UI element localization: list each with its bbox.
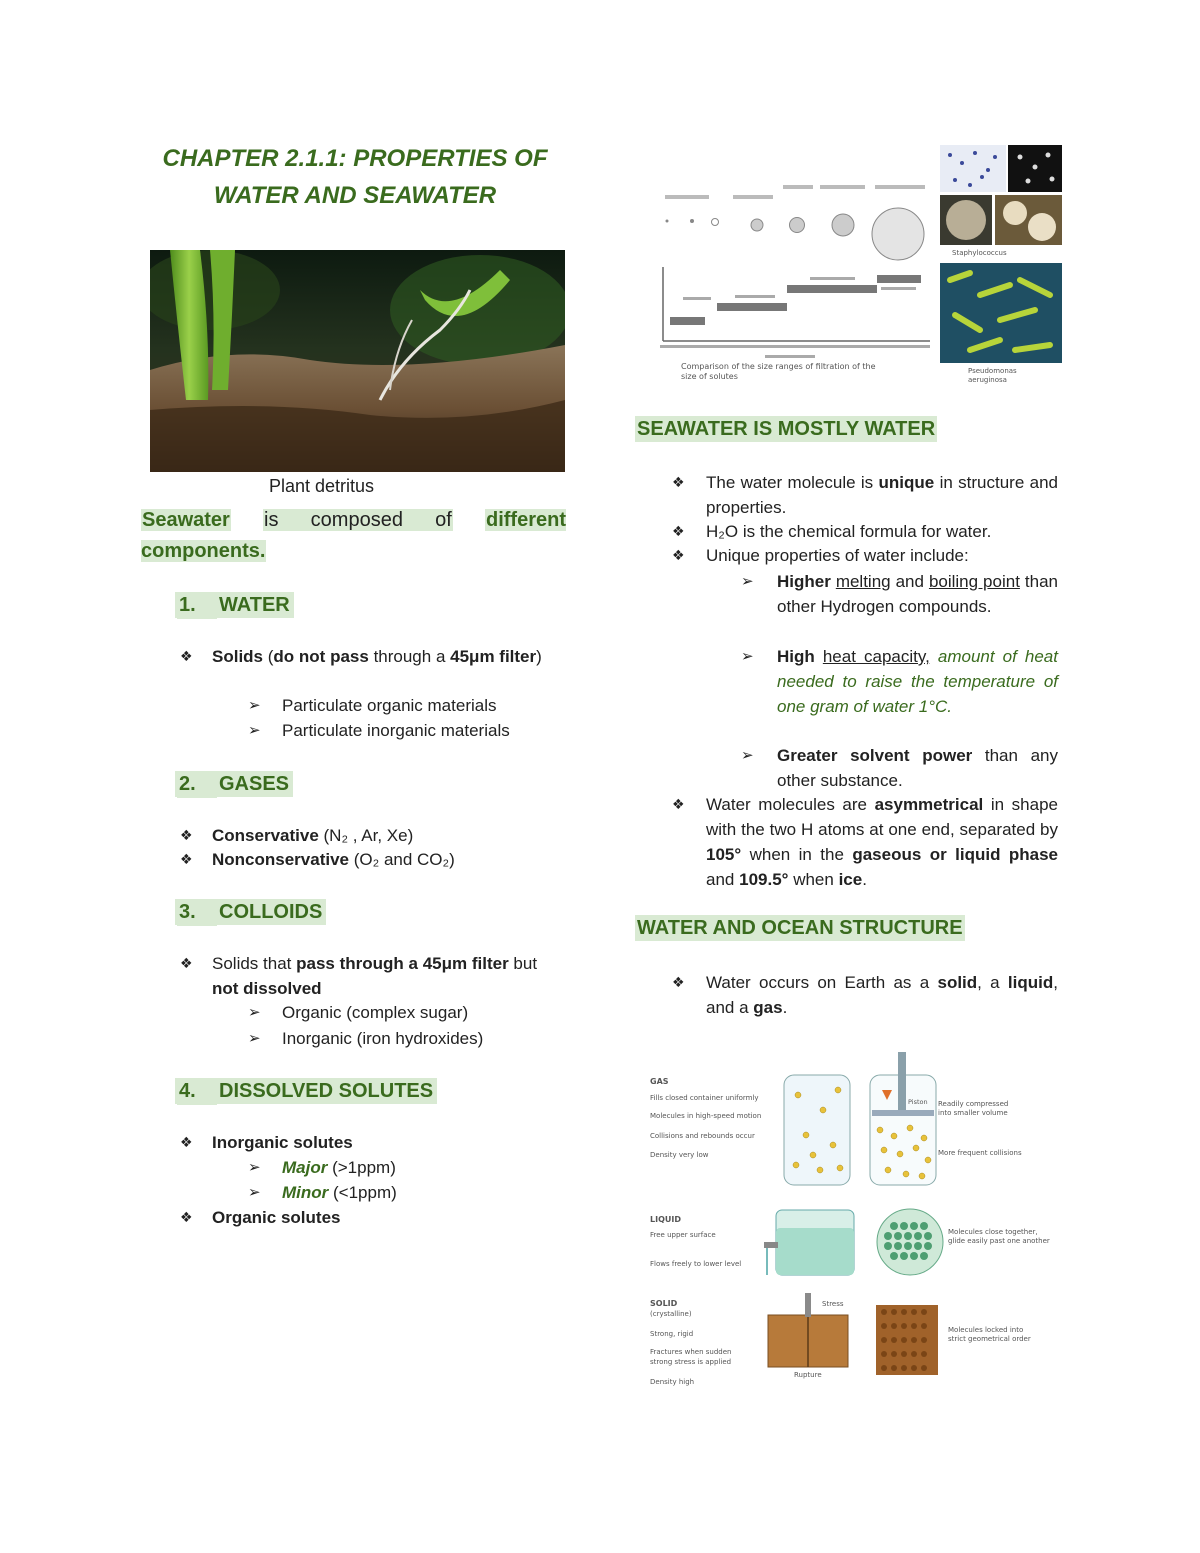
sub-bullet-major <box>248 1155 396 1180</box>
gas-label: Collisions and rebounds occur <box>650 1132 755 1140</box>
text: . <box>782 998 788 1017</box>
plant-detritus-photo <box>150 250 565 472</box>
bold-text: Greater solvent power <box>777 746 973 765</box>
solid-label: Strong, rigid <box>650 1330 694 1338</box>
gas-right-label: into smaller volume <box>938 1109 1008 1117</box>
text: Water occurs on Earth as a <box>706 973 930 992</box>
underlined-text: melting <box>835 572 891 591</box>
diamond-bullet-icon: ❖ <box>672 974 685 990</box>
bullet-states <box>672 970 1058 1020</box>
underlined-text: heat capacity, <box>822 647 930 666</box>
heading-seawater-mostly-water <box>635 418 937 441</box>
bold-text: 105° <box>706 845 742 864</box>
liquid-right-label: glide easily past one another <box>948 1237 1050 1245</box>
bold-text: Conservative <box>212 826 319 845</box>
section-title: WATER <box>219 594 290 616</box>
bullet-conservative <box>180 823 414 848</box>
sub-bullet-minor <box>248 1180 397 1205</box>
bullet-chemical-formula <box>672 519 1058 544</box>
micro-caption-bottom-2: aeruginosa <box>968 376 1007 384</box>
states-of-matter-figure <box>648 1050 1063 1395</box>
text: Unique properties of water include: <box>706 546 969 565</box>
section-title: COLLOIDS <box>219 901 323 923</box>
bold-text: gaseous or liquid phase <box>852 845 1058 864</box>
text: and <box>706 870 735 889</box>
section-title: GASES <box>219 773 290 795</box>
diamond-bullet-icon: ❖ <box>180 851 193 867</box>
text: , and a <box>706 973 1058 1017</box>
text: (N₂ , Ar, Xe) <box>323 826 414 845</box>
arrow-bullet-icon: ➢ <box>741 747 754 764</box>
bold-text: pass through a 45μm filter <box>296 954 509 973</box>
section-heading-gases <box>175 771 293 798</box>
sub-bullet-melting <box>741 569 1058 619</box>
bold-text: solid <box>937 973 978 992</box>
text: in shape with the two H atoms at one end, separated by <box>706 795 1058 839</box>
section-heading-colloids <box>175 899 326 926</box>
bullet-unique <box>672 470 1058 520</box>
photo-caption: Plant detritus <box>268 476 375 496</box>
sub-bullet <box>248 718 510 743</box>
bullet-unique-properties <box>672 543 1058 568</box>
arrow-bullet-icon: ➢ <box>248 1030 261 1047</box>
chapter-title-line1: CHAPTER 2.1.1: PROPERTIES OF <box>162 145 548 172</box>
text: in structure and properties. <box>706 473 1058 517</box>
figure-caption-line1: Comparison of the size ranges of filtration of the <box>681 362 876 371</box>
gas-right-label: Readily compressed <box>938 1100 1009 1108</box>
bold-text: unique <box>878 473 935 492</box>
figure-caption-line2: size of solutes <box>681 372 738 381</box>
bold-text: ice <box>838 870 863 889</box>
bold-text: Minor <box>282 1183 329 1202</box>
solid-label: Fractures when sudden <box>650 1348 732 1356</box>
bullet-organic-solutes <box>180 1205 341 1230</box>
arrow-bullet-icon: ➢ <box>248 1004 261 1021</box>
bold-text: gas <box>753 998 783 1017</box>
rupture-label: Rupture <box>794 1371 822 1379</box>
heading-text: WATER AND OCEAN STRUCTURE <box>637 917 963 939</box>
text: Inorganic (iron hydroxides) <box>282 1029 484 1048</box>
arrow-bullet-icon: ➢ <box>248 1184 261 1201</box>
bullet-solids <box>180 644 566 669</box>
diamond-bullet-icon: ❖ <box>672 547 685 563</box>
bold-text: 45μm filter <box>450 647 537 666</box>
intro-composed: is composed of <box>264 509 452 531</box>
section-number: 1. <box>177 592 217 619</box>
liquid-right-label: Molecules close together, <box>948 1228 1038 1236</box>
intro-components: different components. <box>141 509 566 562</box>
diamond-bullet-icon: ❖ <box>180 648 193 664</box>
gas-title: GAS <box>650 1077 669 1086</box>
piston-label: Piston <box>908 1098 928 1106</box>
italic-definition: amount of heat needed to raise the temperature of one gram of water 1°C. <box>777 647 1058 716</box>
arrow-bullet-icon: ➢ <box>248 722 261 739</box>
bold-text: Major <box>282 1158 328 1177</box>
section-heading-solutes <box>175 1078 437 1105</box>
gas-label: Molecules in high-speed motion <box>650 1112 762 1120</box>
underlined-text: boiling point <box>928 572 1020 591</box>
text: (<1ppm) <box>333 1183 397 1202</box>
arrow-bullet-icon: ➢ <box>248 1159 261 1176</box>
bold-text: liquid <box>1007 973 1054 992</box>
heading-water-ocean-structure <box>635 917 965 940</box>
bullet-nonconservative <box>180 847 455 872</box>
text: . <box>862 870 867 889</box>
bold-text: not dissolved <box>212 979 322 998</box>
arrow-bullet-icon: ➢ <box>741 648 754 665</box>
micro-caption-top: Staphylococcus <box>952 249 1007 257</box>
solid-right-label: Molecules locked into <box>948 1326 1024 1334</box>
sub-bullet-solvent <box>741 743 1058 793</box>
text: ) <box>536 647 542 666</box>
intro-seawater: Seawater <box>142 509 230 531</box>
bold-text: do not pass <box>273 647 369 666</box>
text: when <box>793 870 834 889</box>
chapter-title <box>140 140 570 214</box>
heading-text: SEAWATER IS MOSTLY WATER <box>637 418 936 440</box>
sub-bullet <box>248 693 497 718</box>
solid-subtitle: (crystalline) <box>650 1310 692 1318</box>
arrow-bullet-icon: ➢ <box>248 697 261 714</box>
gas-label: Fills closed container uniformly <box>650 1094 759 1102</box>
text: , a <box>977 973 1000 992</box>
text: ( <box>267 647 274 666</box>
text: Particulate organic materials <box>282 696 497 715</box>
stress-label: Stress <box>822 1300 844 1308</box>
bold-text: Nonconservative <box>212 850 349 869</box>
section-heading-water <box>175 592 294 619</box>
text: Water molecules are <box>706 795 867 814</box>
text: (O₂ and CO₂) <box>353 850 455 869</box>
text: through a <box>373 647 446 666</box>
solid-right-label: strict geometrical order <box>948 1335 1031 1343</box>
text: but <box>513 954 538 973</box>
micro-caption-bottom-1: Pseudomonas <box>968 367 1017 375</box>
diamond-bullet-icon: ❖ <box>180 827 193 843</box>
liquid-label: Flows freely to lower level <box>650 1260 742 1268</box>
bold-text: Organic solutes <box>212 1208 341 1227</box>
solid-label: strong stress is applied <box>650 1358 732 1366</box>
section-title: DISSOLVED SOLUTES <box>219 1080 434 1102</box>
text: The water molecule is <box>706 473 874 492</box>
bold-text: asymmetrical <box>874 795 984 814</box>
bold-text: Inorganic solutes <box>212 1133 353 1152</box>
bold-text: 109.5° <box>739 870 789 889</box>
filtration-size-figure <box>655 145 935 385</box>
intro-sentence <box>141 505 566 567</box>
text: (>1ppm) <box>332 1158 396 1177</box>
solid-label: Density high <box>650 1378 695 1386</box>
sub-bullet <box>248 1026 484 1051</box>
diamond-bullet-icon: ❖ <box>672 523 685 539</box>
liquid-label: Free upper surface <box>650 1231 716 1239</box>
bullet-inorganic-solutes <box>180 1130 353 1155</box>
bold-text: Solids <box>212 647 264 666</box>
gas-label: Density very low <box>650 1151 709 1159</box>
diamond-bullet-icon: ❖ <box>180 1209 193 1225</box>
diamond-bullet-icon: ❖ <box>180 955 193 971</box>
section-number: 2. <box>177 771 217 798</box>
text: when in the <box>749 845 844 864</box>
text: Organic (complex sugar) <box>282 1003 469 1022</box>
diamond-bullet-icon: ❖ <box>180 1134 193 1150</box>
text: Particulate inorganic materials <box>282 721 510 740</box>
solid-title: SOLID <box>650 1299 678 1308</box>
section-number: 4. <box>177 1078 217 1105</box>
text: than other Hydrogen compounds. <box>777 572 1058 616</box>
arrow-bullet-icon: ➢ <box>741 573 754 590</box>
sub-bullet-heat-capacity <box>741 644 1058 719</box>
gas-right-label: More frequent collisions <box>938 1149 1022 1157</box>
diamond-bullet-icon: ❖ <box>672 474 685 490</box>
liquid-title: LIQUID <box>650 1215 681 1224</box>
text: and <box>895 572 924 591</box>
text: Solids that <box>212 954 292 973</box>
section-number: 3. <box>177 899 217 926</box>
bold-text: Higher <box>777 572 831 591</box>
bullet-colloid-solids <box>180 951 568 1001</box>
text: H₂O is the chemical formula for water. <box>706 522 992 541</box>
diamond-bullet-icon: ❖ <box>672 796 685 812</box>
sub-bullet <box>248 1000 469 1025</box>
bold-text: High <box>777 647 815 666</box>
text: than any other substance. <box>777 746 1058 790</box>
bacteria-micrographs <box>940 145 1062 385</box>
bullet-asymmetrical <box>672 792 1058 892</box>
chapter-title-line2: WATER AND SEAWATER <box>213 182 497 209</box>
